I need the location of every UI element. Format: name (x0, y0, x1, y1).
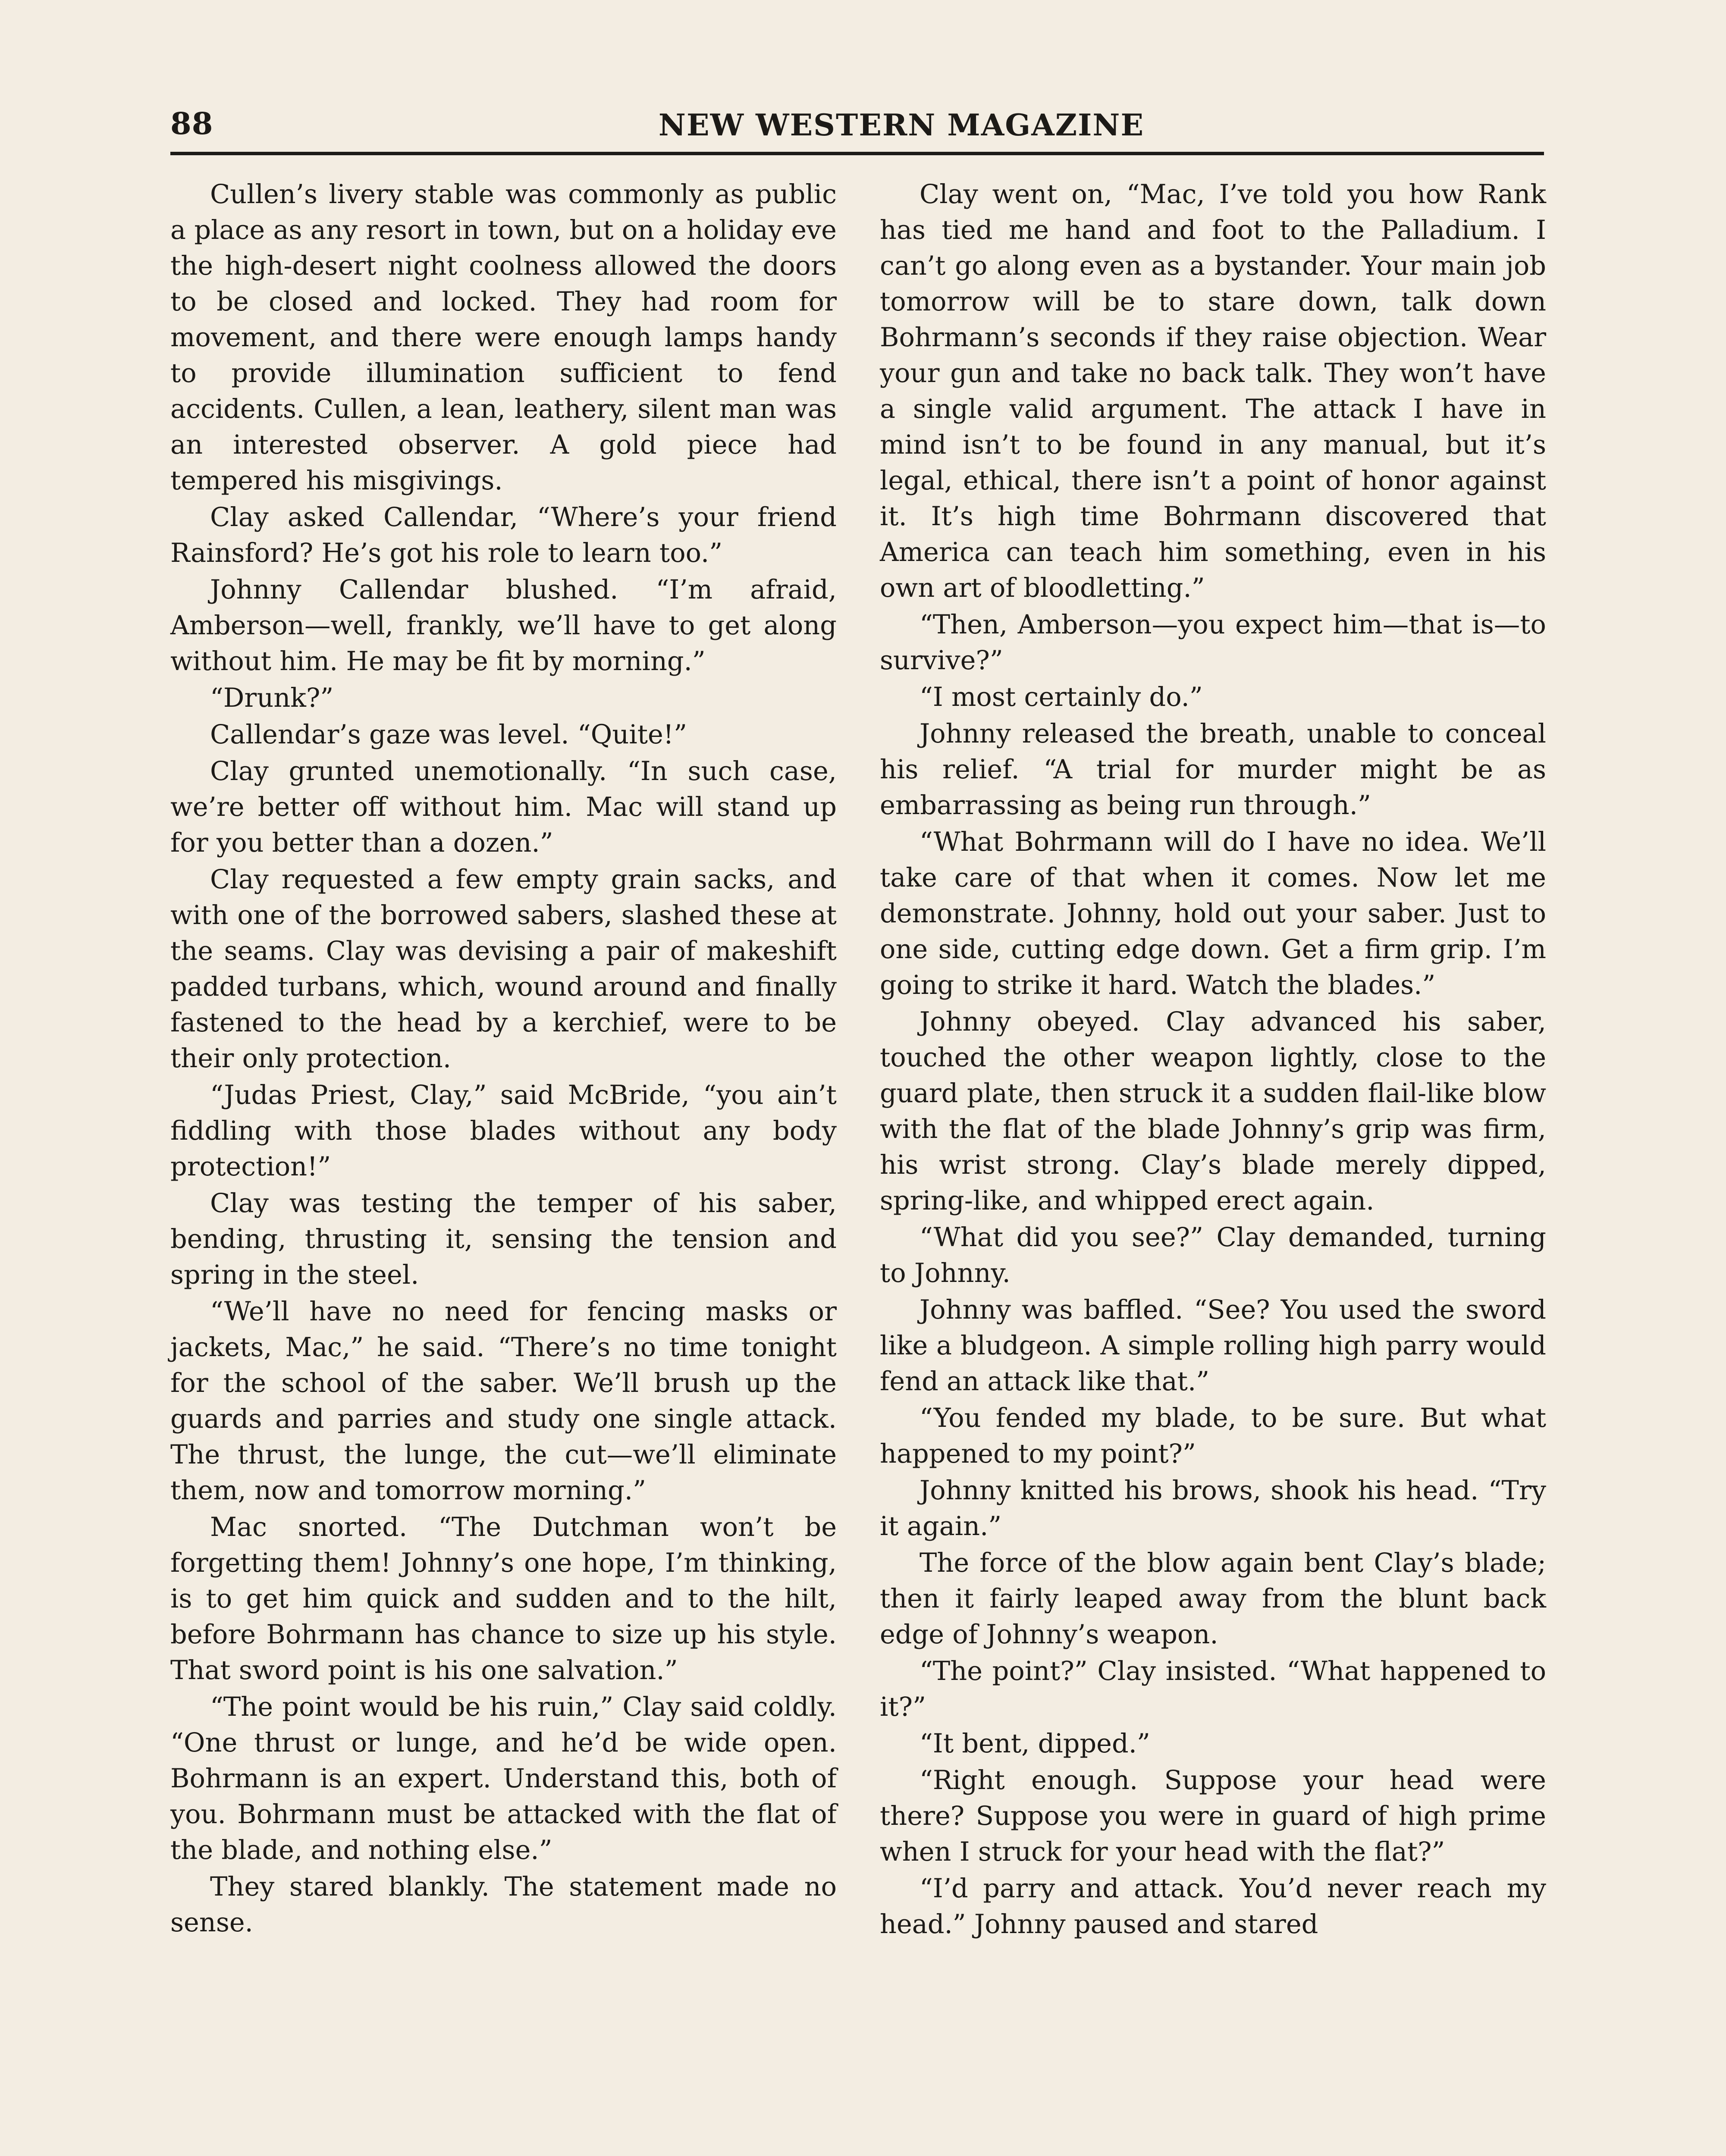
paragraph: Mac snorted. “The Dutchman won’t be forgetting them! Johnny’s one hope, I’m thinking, is to get him quick and sudden and to the hilt, before Bohrmann has chance to size up his style. That sword point is his one salvation.” (170, 1512, 837, 1686)
page-number: 88 (170, 106, 213, 141)
paragraph: “Judas Priest, Clay,” said McBride, “you ain’t fiddling with those blades without any body protection!” (170, 1080, 837, 1182)
paragraph: The force of the blow again bent Clay’s blade; then it fairly leaped away from the blunt back edge of Johnny’s weapon. (880, 1548, 1546, 1650)
paragraph: “I’d parry and attack. You’d never reach my head.” Johnny paused and stared (880, 1874, 1546, 1940)
paragraph: Clay was testing the temper of his saber, bending, thrusting it, sensing the tension and spring in the steel. (170, 1188, 837, 1290)
paragraph: “Drunk?” (210, 683, 334, 713)
paragraph: “We’ll have no need for fencing masks or jackets, Mac,” he said. “There’s no time tonight for the school of the saber. We’ll brush up the guards and parries and study one single attack. The thrust, the lunge, the cut—we’ll eliminate them, now and tomorrow morning.” (170, 1297, 837, 1506)
paragraph: Clay grunted unemotionally. “In such case, we’re better off without him. Mac will stand up for you better than a dozen.” (170, 756, 837, 858)
paragraph: “What Bohrmann will do I have no idea. We’ll take care of that when it comes. Now let me demonstrate. Johnny, hold out your saber. Just to one side, cutting edge down. Get a firm grip. I’m going to strike it hard. Watch the blades.” (880, 827, 1546, 1000)
paragraph: “The point would be his ruin,” Clay said coldly. “One thrust or lunge, and he’d be wide open. Bohrmann is an expert. Understand this, both of you. Bohrmann must be attacked with the flat of the blade, and nothing else.” (170, 1692, 837, 1865)
paragraph: Clay requested a few empty grain sacks, and with one of the borrowed sabers, slashed these at the seams. Clay was devising a pair of makeshift padded turbans, which, wound around and finally fastened to the head by a kerchief, were to be their only protection. (170, 865, 837, 1074)
paragraph: Callendar’s gaze was level. “Quite!” (210, 720, 687, 750)
paragraph: Clay asked Callendar, “Where’s your friend Rainsford? He’s got his role to learn too.” (170, 502, 837, 568)
paragraph: “Right enough. Suppose your head were there? Suppose you were in guard of high prime when I struck for your head with the flat?” (880, 1765, 1546, 1867)
paragraph: “I most certainly do.” (919, 682, 1203, 712)
paragraph: They stared blankly. The statement made no sense. (170, 1872, 837, 1938)
paragraph: “The point?” Clay insisted. “What happened to it?” (880, 1656, 1546, 1722)
paragraph: Johnny released the breath, unable to conceal his relief. “A trial for murder might be as embarrassing as being run through.” (880, 719, 1546, 821)
right-column (880, 177, 1546, 1943)
paragraph: “Then, Amberson—you expect him—that is—to survive?” (880, 610, 1546, 676)
paragraph: “What did you see?” Clay demanded, turning to Johnny. (880, 1222, 1546, 1288)
paragraph: Johnny knitted his brows, shook his head. “Try it again.” (880, 1476, 1546, 1542)
paragraph: Clay went on, “Mac, I’ve told you how Rank has tied me hand and foot to the Palladium. I can’t go along even as a bystander. Your main job tomorrow will be to stare down, talk down Bohrmann’s seconds if they raise objection. Wear your gun and take no back talk. They won’t have a single valid argument. The attack I have in mind isn’t to be found in any manual, but it’s legal, ethical, there isn’t a point of honor against it. It’s high time Bohrmann discovered that America can teach him something, even in his own art of bloodletting.” (880, 179, 1546, 603)
paragraph: “It bent, dipped.” (919, 1729, 1150, 1759)
header-rule (170, 152, 1544, 155)
paragraph: Johnny obeyed. Clay advanced his saber, touched the other weapon lightly, close to the guard plate, then struck it a sudden flail-like blow with the flat of the blade Johnny’s grip was firm, his wrist strong. Clay’s blade merely dipped, spring-like, and whipped erect again. (880, 1007, 1546, 1216)
left-column (170, 177, 837, 1942)
paragraph: Johnny was baffled. “See? You used the sword like a bludgeon. A simple rolling high parry would fend an attack like that.” (880, 1295, 1546, 1397)
running-head: NEW WESTERN MAGAZINE (658, 108, 1145, 143)
paragraph: Cullen’s livery stable was commonly as public a place as any resort in town, but on a holiday eve the high-desert night coolness allowed the doors to be closed and locked. They had room for movement, and there were enough lamps handy to provide illumination sufficient to fend accidents. Cullen, a lean, leathery, silent man was an interested observer. A gold piece had tempered his misgivings. (170, 179, 837, 496)
paragraph: “You fended my blade, to be sure. But what happened to my point?” (880, 1403, 1546, 1469)
paragraph: Johnny Callendar blushed. “I’m afraid, Amberson—well, frankly, we’ll have to get along without him. He may be fit by morning.” (170, 575, 837, 677)
